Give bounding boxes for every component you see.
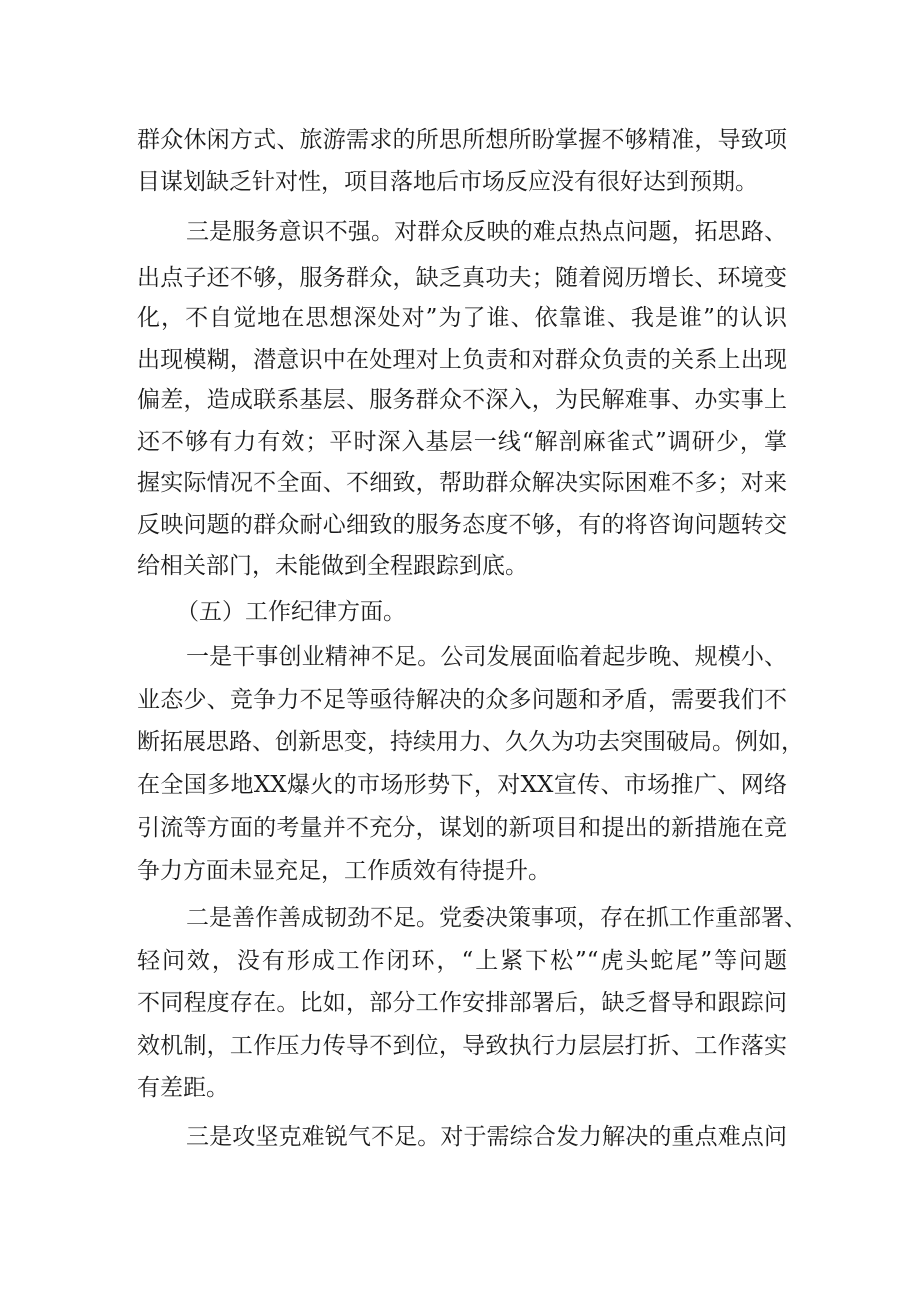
- text-line: 还不够有力有效；平时深入基层一线“解剖麻雀式”调研少，掌: [137, 429, 787, 455]
- text-line: 有差距。: [137, 1075, 229, 1101]
- text-line: 三是攻坚克难锐气不足。对于需综合发力解决的重点难点问: [186, 1124, 787, 1150]
- text-line: 一是干事创业精神不足。公司发展面临着起步晚、规模小、: [186, 644, 787, 670]
- text-line: 给相关部门，未能做到全程跟踪到底。: [137, 553, 528, 579]
- text-line: 在全国多地XX爆火的市场形势下，对XX宣传、市场推广、网络: [137, 772, 787, 798]
- text-line: 出现模糊，潜意识中在处理对上负责和对群众负责的关系上出现: [137, 347, 787, 373]
- text-line: 业态少、竞争力不足等亟待解决的众多问题和矛盾，需要我们不: [137, 687, 787, 713]
- text-line: 出点子还不够，服务群众，缺乏真功夫；随着阅历增长、环境变: [137, 265, 787, 291]
- text-line: 偏差，造成联系基层、服务群众不深入，为民解难事、办实事上: [137, 387, 787, 413]
- text-line: 效机制，工作压力传导不到位，导致执行力层层打折、工作落实: [137, 1033, 787, 1059]
- text-line: 不同程度存在。比如，部分工作安排部署后，缺乏督导和跟踪问: [137, 990, 787, 1016]
- text-line: 三是服务意识不强。对群众反映的难点热点问题，拓思路、: [186, 219, 787, 245]
- text-line: 目谋划缺乏针对性，项目落地后市场反应没有很好达到预期。: [137, 169, 758, 195]
- text-line: 引流等方面的考量并不充分，谋划的新项目和提出的新措施在竞: [137, 815, 787, 841]
- text-line: 轻问效，没有形成工作闭环，“上紧下松”“虎头蛇尾”等问题: [137, 948, 787, 974]
- text-line: 群众休闲方式、旅游需求的所思所想所盼掌握不够精准，导致项: [137, 127, 787, 153]
- section-heading: （五）工作纪律方面。: [176, 599, 406, 625]
- text-line: 握实际情况不全面、不细致，帮助群众解决实际困难不多；对来: [137, 470, 787, 496]
- text-line: 断拓展思路、创新思变，持续用力、久久为功去突围破局。例如，: [137, 729, 804, 755]
- text-line: 争力方面未显充足，工作质效有待提升。: [137, 858, 551, 884]
- text-line: 二是善作善成韧劲不足。党委决策事项，存在抓工作重部署、: [186, 905, 807, 931]
- text-line: 反映问题的群众耐心细致的服务态度不够，有的将咨询问题转交: [137, 512, 787, 538]
- text-line: 化，不自觉地在思想深处对”为了谁、依靠谁、我是谁”的认识: [137, 305, 787, 331]
